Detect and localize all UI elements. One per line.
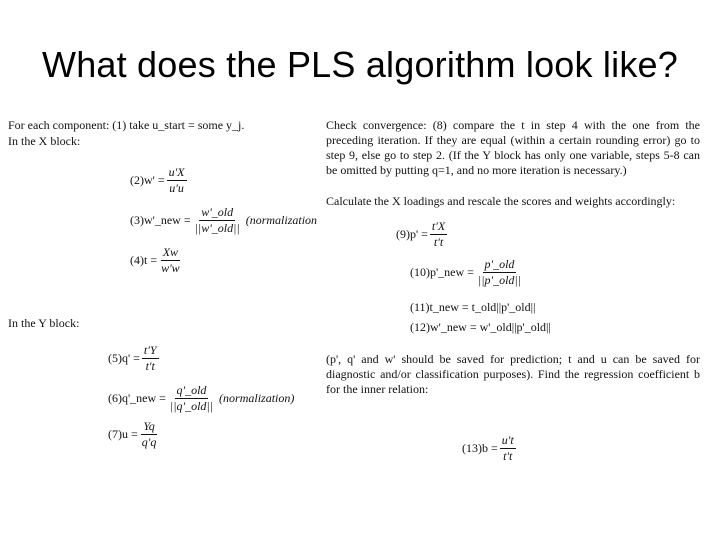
equation-4-fraction — [159, 246, 182, 275]
right-column — [326, 118, 704, 478]
equation-10-denominator: ||p'_old|| — [477, 273, 522, 287]
equation-3-denominator: ||w'_old|| — [194, 221, 240, 235]
equation-2-fraction — [167, 166, 187, 195]
equation-3-numerator: w'_old — [201, 205, 234, 219]
equation-3-note: (normalization — [245, 213, 318, 227]
equation-3-lhs: (3)w'_new = — [130, 213, 191, 227]
saved-paragraph: (p', q' and w' should be saved for prediction; t and u can be saved for diagnostic and/or classification purposes). Find the regression coefficient b for the inner relation: — [326, 352, 700, 396]
equation-9-lhs: (9)p' = — [396, 227, 428, 241]
equation-7-numerator: Yq — [143, 419, 155, 433]
equation-13-denominator: t't — [503, 449, 513, 463]
equation-10-lhs: (10)p'_new = — [410, 265, 474, 279]
equation-13 — [462, 434, 518, 463]
equation-13-fraction — [500, 434, 516, 463]
equation-12: (12)w'_new = w'_old||p'_old|| — [410, 320, 551, 334]
equation-4 — [130, 246, 184, 275]
equation-5-fraction — [142, 344, 159, 373]
equation-6-numerator: q'_old — [176, 383, 207, 397]
loadings-paragraph: Calculate the X loadings and rescale the scores and weights accordingly: — [326, 194, 676, 208]
equation-2-lhs: (2)w' = — [130, 173, 165, 187]
equation-5 — [108, 344, 161, 373]
equation-10-fraction — [476, 258, 523, 287]
equation-6-lhs: (6)q'_new = — [108, 391, 166, 405]
equation-6-note: (normalization) — [219, 391, 295, 405]
equation-2-numerator: u'X — [168, 165, 185, 179]
equation-9 — [396, 220, 449, 249]
equation-6-denominator: ||q'_old|| — [169, 399, 214, 413]
equation-4-denominator: w'w — [161, 261, 180, 275]
equation-7-lhs: (7)u = — [108, 427, 138, 441]
equation-2 — [130, 166, 189, 195]
equation-5-denominator: t't — [145, 359, 155, 373]
equation-5-lhs: (5)q' = — [108, 351, 140, 365]
equation-3-fraction — [193, 206, 242, 235]
equation-3 — [130, 206, 317, 235]
y-block-label: In the Y block: — [8, 316, 80, 330]
equation-9-fraction — [430, 220, 447, 249]
equation-13-numerator: u't — [501, 433, 514, 447]
equation-4-numerator: Xw — [162, 245, 179, 259]
equation-9-numerator: t'X — [431, 219, 446, 233]
equation-6-fraction — [168, 384, 215, 413]
equation-13-lhs: (13)b = — [462, 441, 498, 455]
convergence-paragraph: Check convergence: (8) compare the t in step 4 with the one from the preceding iteration. If they are equal (within a certain rounding error) go to step 9, else go to step 2. (If the Y block has only one variable, steps 5-8 can be omitted by putting q=1, and no more iteration is necessary.) — [326, 118, 700, 177]
equation-10 — [410, 258, 525, 287]
equation-10-numerator: p'_old — [484, 257, 515, 271]
intro-line-1: For each component: (1) take u_start = some y_j. — [8, 118, 245, 132]
equation-5-numerator: t'Y — [143, 343, 157, 357]
equation-11: (11)t_new = t_old||p'_old|| — [410, 300, 536, 314]
equation-9-denominator: t't — [433, 235, 444, 249]
equation-4-lhs: (4)t = — [130, 253, 158, 267]
equation-7-denominator: q'q — [141, 435, 157, 449]
intro-line-2: In the X block: — [8, 134, 81, 148]
slide-title: What does the PLS algorithm look like? — [42, 44, 678, 85]
equation-7 — [108, 420, 160, 449]
equation-7-fraction — [140, 420, 159, 449]
equation-2-denominator: u'u — [169, 181, 184, 195]
equation-6 — [108, 384, 294, 413]
left-column — [8, 118, 318, 458]
